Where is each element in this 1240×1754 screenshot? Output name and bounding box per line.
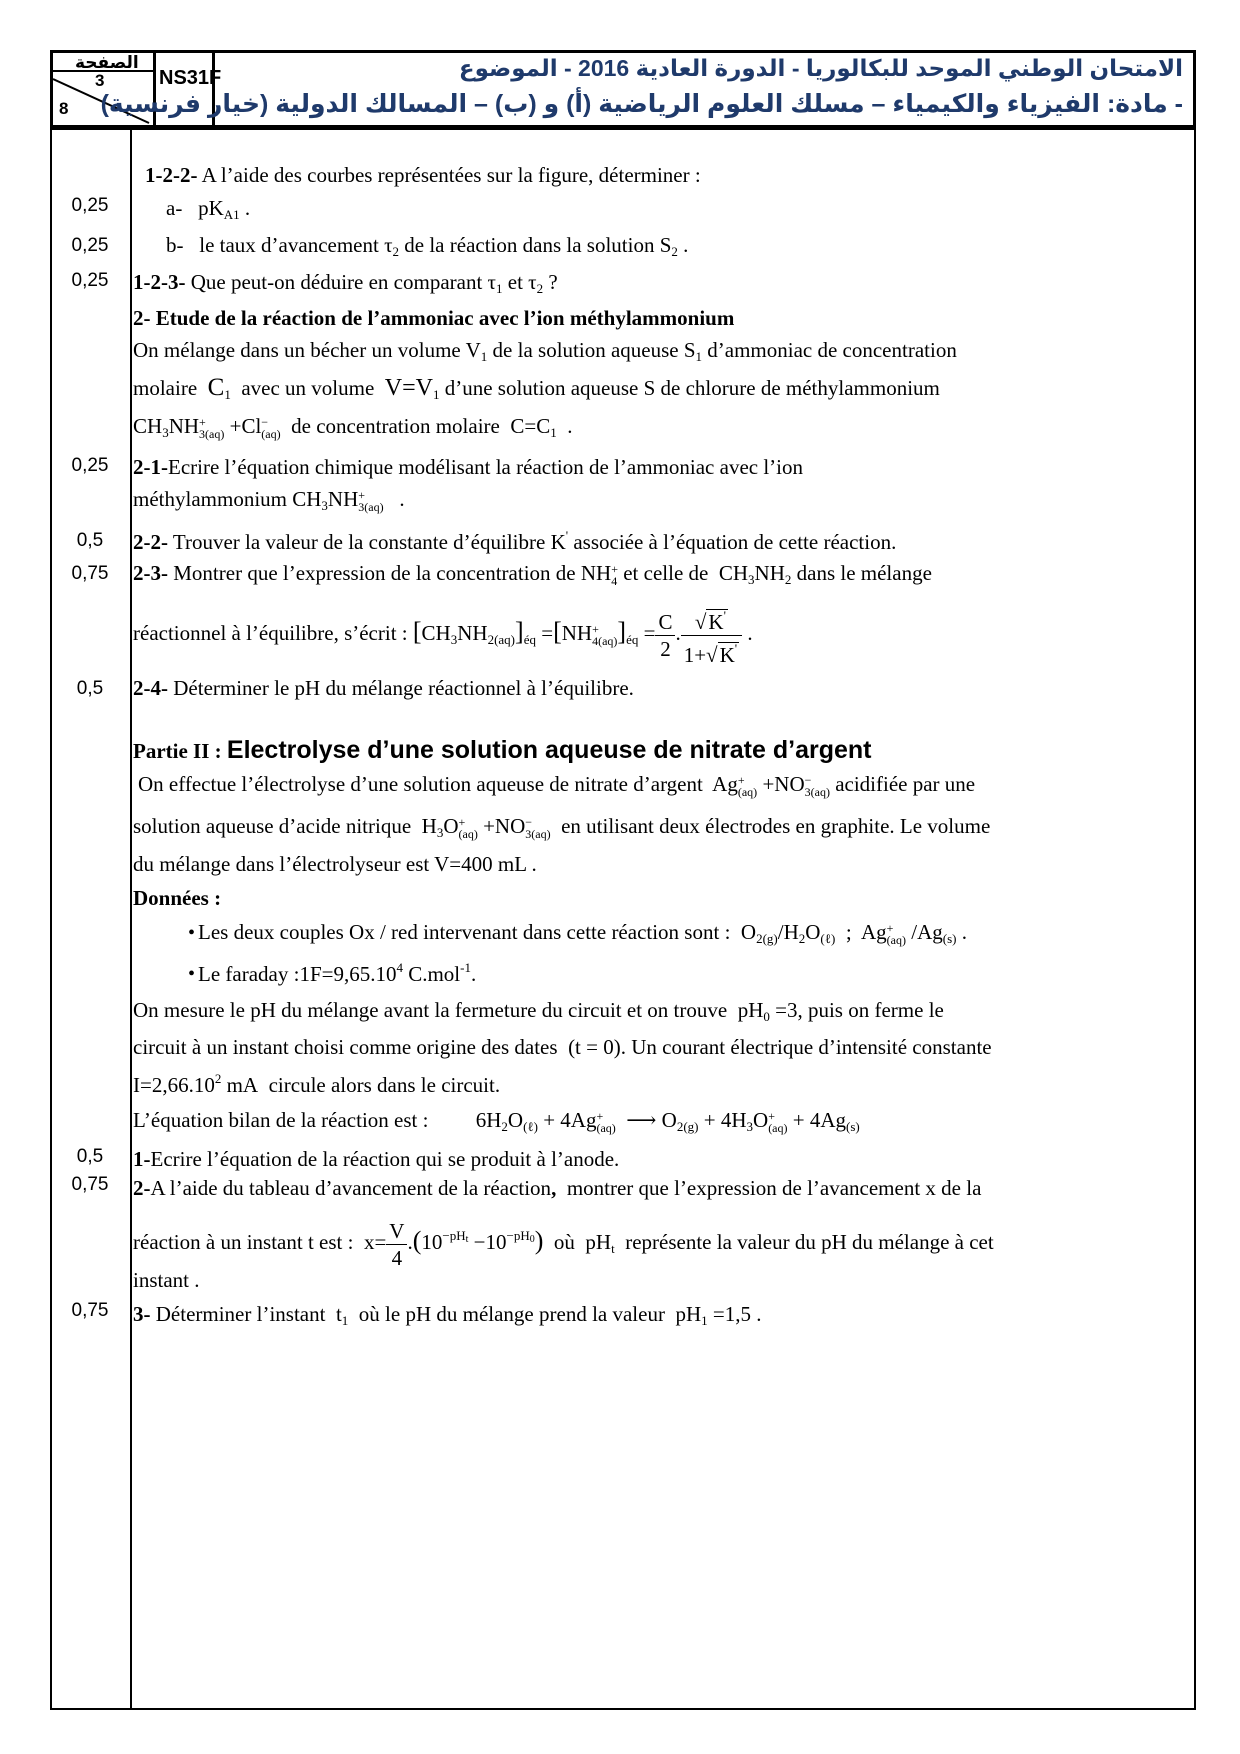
score: 0,25 [71,270,109,291]
page-frame [50,128,1196,1710]
question-e2: 2-A l’aide du tableau d’avancement de la réaction, montrer que l’expression de l’avancement x de la [133,1176,982,1200]
score: 0,25 [71,195,109,216]
part-2-paragraph: du mélange dans l’électrolyseur est V=400 mL . [133,852,537,876]
question-2-1: 2-1-Ecrire l’équation chimique modélisant la réaction de l’ammoniac avec l’ion [133,455,803,479]
question-e1: 1-Ecrire l’équation de la réaction qui se produit à l’anode. [133,1147,620,1171]
data-item: Le faraday $:1F=9,65.10^4$ C.mol$^{-1}$. [198,960,477,986]
score: 0,75 [71,563,109,584]
page-label: الصفحة [75,53,139,72]
section-2-paragraph: $CH_3NH$ + 3(aq) +Cl − (aq) de concentration molaire $C=C_1$ . [133,414,573,442]
measurement-paragraph: circuit à un instant choisi comme origine des dates (t = 0). Un courant électrique d’intensité constante [133,1035,992,1059]
measurement-paragraph: On mesure le pH du mélange avant la fermeture du circuit et on trouve $pH_0 =3$, puis on ferme le [133,998,944,1024]
section-2-paragraph: molaire $C_1$ avec un volume $V=V_1$ d’une solution aqueuse S de chlorure de méthylammonium [133,374,940,402]
question-2-3-formula: réactionnel à l’équilibre, s’écrit : $[CH_3NH_{2(aq)}]_{éq} =[NH$ + 4(aq) ]$_{éq}$ = $\frac{C}{2}$ . $\frac{√K'}{1+√K'}$ . [133,600,753,664]
part-2-heading: Partie II : Electrolyse d’une solution aqueuse de nitrate d’argent [133,736,872,764]
score-column-divider [130,128,132,1710]
header-title-line1: الامتحان الوطني الموحد للبكالوريا - الدورة العادية 2016 - الموضوع [458,55,1183,81]
question-e3: 3- Déterminer l’instant $t_1$ où le pH du mélange prend la valeur $pH_1 =1,5$ . [133,1302,762,1328]
question-e2-cont: instant . [133,1268,200,1292]
measurement-paragraph: $I=2,66.10^2$ mA circule alors dans le circuit. [133,1071,501,1097]
exam-header [50,50,1196,128]
question-1-2-3: 1-2-3- Que peut-on déduire en comparant $\tau_1$ et $\tau_2$ ? [133,270,558,296]
exam-code: NS31F [153,53,215,125]
part-2-paragraph: On effectue l’électrolyse d’une solution aqueuse de nitrate d’argent Ag + (aq) +NO − 3(aq) acidifiée par une [138,772,976,800]
score: 0,5 [76,530,104,551]
question-2-2: 2-2- Trouver la valeur de la constante d’équilibre K' associée à l’équation de cette réaction. [133,528,897,554]
page-total: 8 [59,99,69,118]
question-2-1-cont: méthylammonium $CH_3NH$ + 3(aq) . [133,487,405,515]
bullet-icon: • [188,922,196,944]
balance-equation: L’équation bilan de la réaction est : $6H_2O_{(\ell)} + 4Ag$ + (aq) ⟶ $O_{2(g)} + 4H_3O$ + (aq) + $4Ag_{(s)}$ [133,1108,860,1136]
score: 0,5 [76,1146,104,1167]
header-title-line2: - مادة: الفيزياء والكيمياء – مسلك العلوم الرياضية (أ) و (ب) – المسالك الدولية (خيار فرنسية) [100,90,1183,118]
question-1-2-2-b: b- le taux d’avancement $\tau_2$ de la réaction dans la solution $S_2$ . [166,233,689,259]
section-2-title: 2- Etude de la réaction de l’ammoniac avec l’ion méthylammonium [133,306,735,330]
question-2-3: 2-3- Montrer que l’expression de la concentration de NH + 4 et celle de $CH_3NH_2$ dans le mélange [133,561,932,589]
question-2-4: 2-4- Déterminer le pH du mélange réactionnel à l’équilibre. [133,676,634,700]
question-e2-formula: réaction à un instant t est : x= $\frac{V}{4}$ $.(10^{-pH_t} -10^{-pH_0})$ où $pH_t$ représente la valeur du pH du mélange à cet [133,1218,994,1270]
score: 0,75 [71,1300,109,1321]
score: 0,75 [71,1174,109,1195]
question-1-2-2: 1-2-2- A l’aide des courbes représentées sur la figure, déterminer : [145,163,701,187]
section-2-paragraph: On mélange dans un bécher un volume $V_1$ de la solution aqueuse $S_1$ d’ammoniac de concentration [133,338,957,364]
page-number: 3 [95,71,105,90]
data-item: Les deux couples Ox / red intervenant dans cette réaction sont : $O_{2(g)}/H_2O_{(\ell)}$ ; Ag + (aq) $/Ag_{(s)}$ . [198,920,967,948]
score: 0,25 [71,235,109,256]
part-2-paragraph: solution aqueuse d’acide nitrique $H_3O$ + (aq) +NO − 3(aq) en utilisant deux électrodes en graphite. Le volume [133,814,991,842]
score: 0,5 [76,678,104,699]
score: 0,25 [71,455,109,476]
question-1-2-2-a: a- $pK_{A1}$ . [166,196,251,222]
bullet-icon: • [188,963,196,985]
data-heading: Données : [133,886,222,910]
